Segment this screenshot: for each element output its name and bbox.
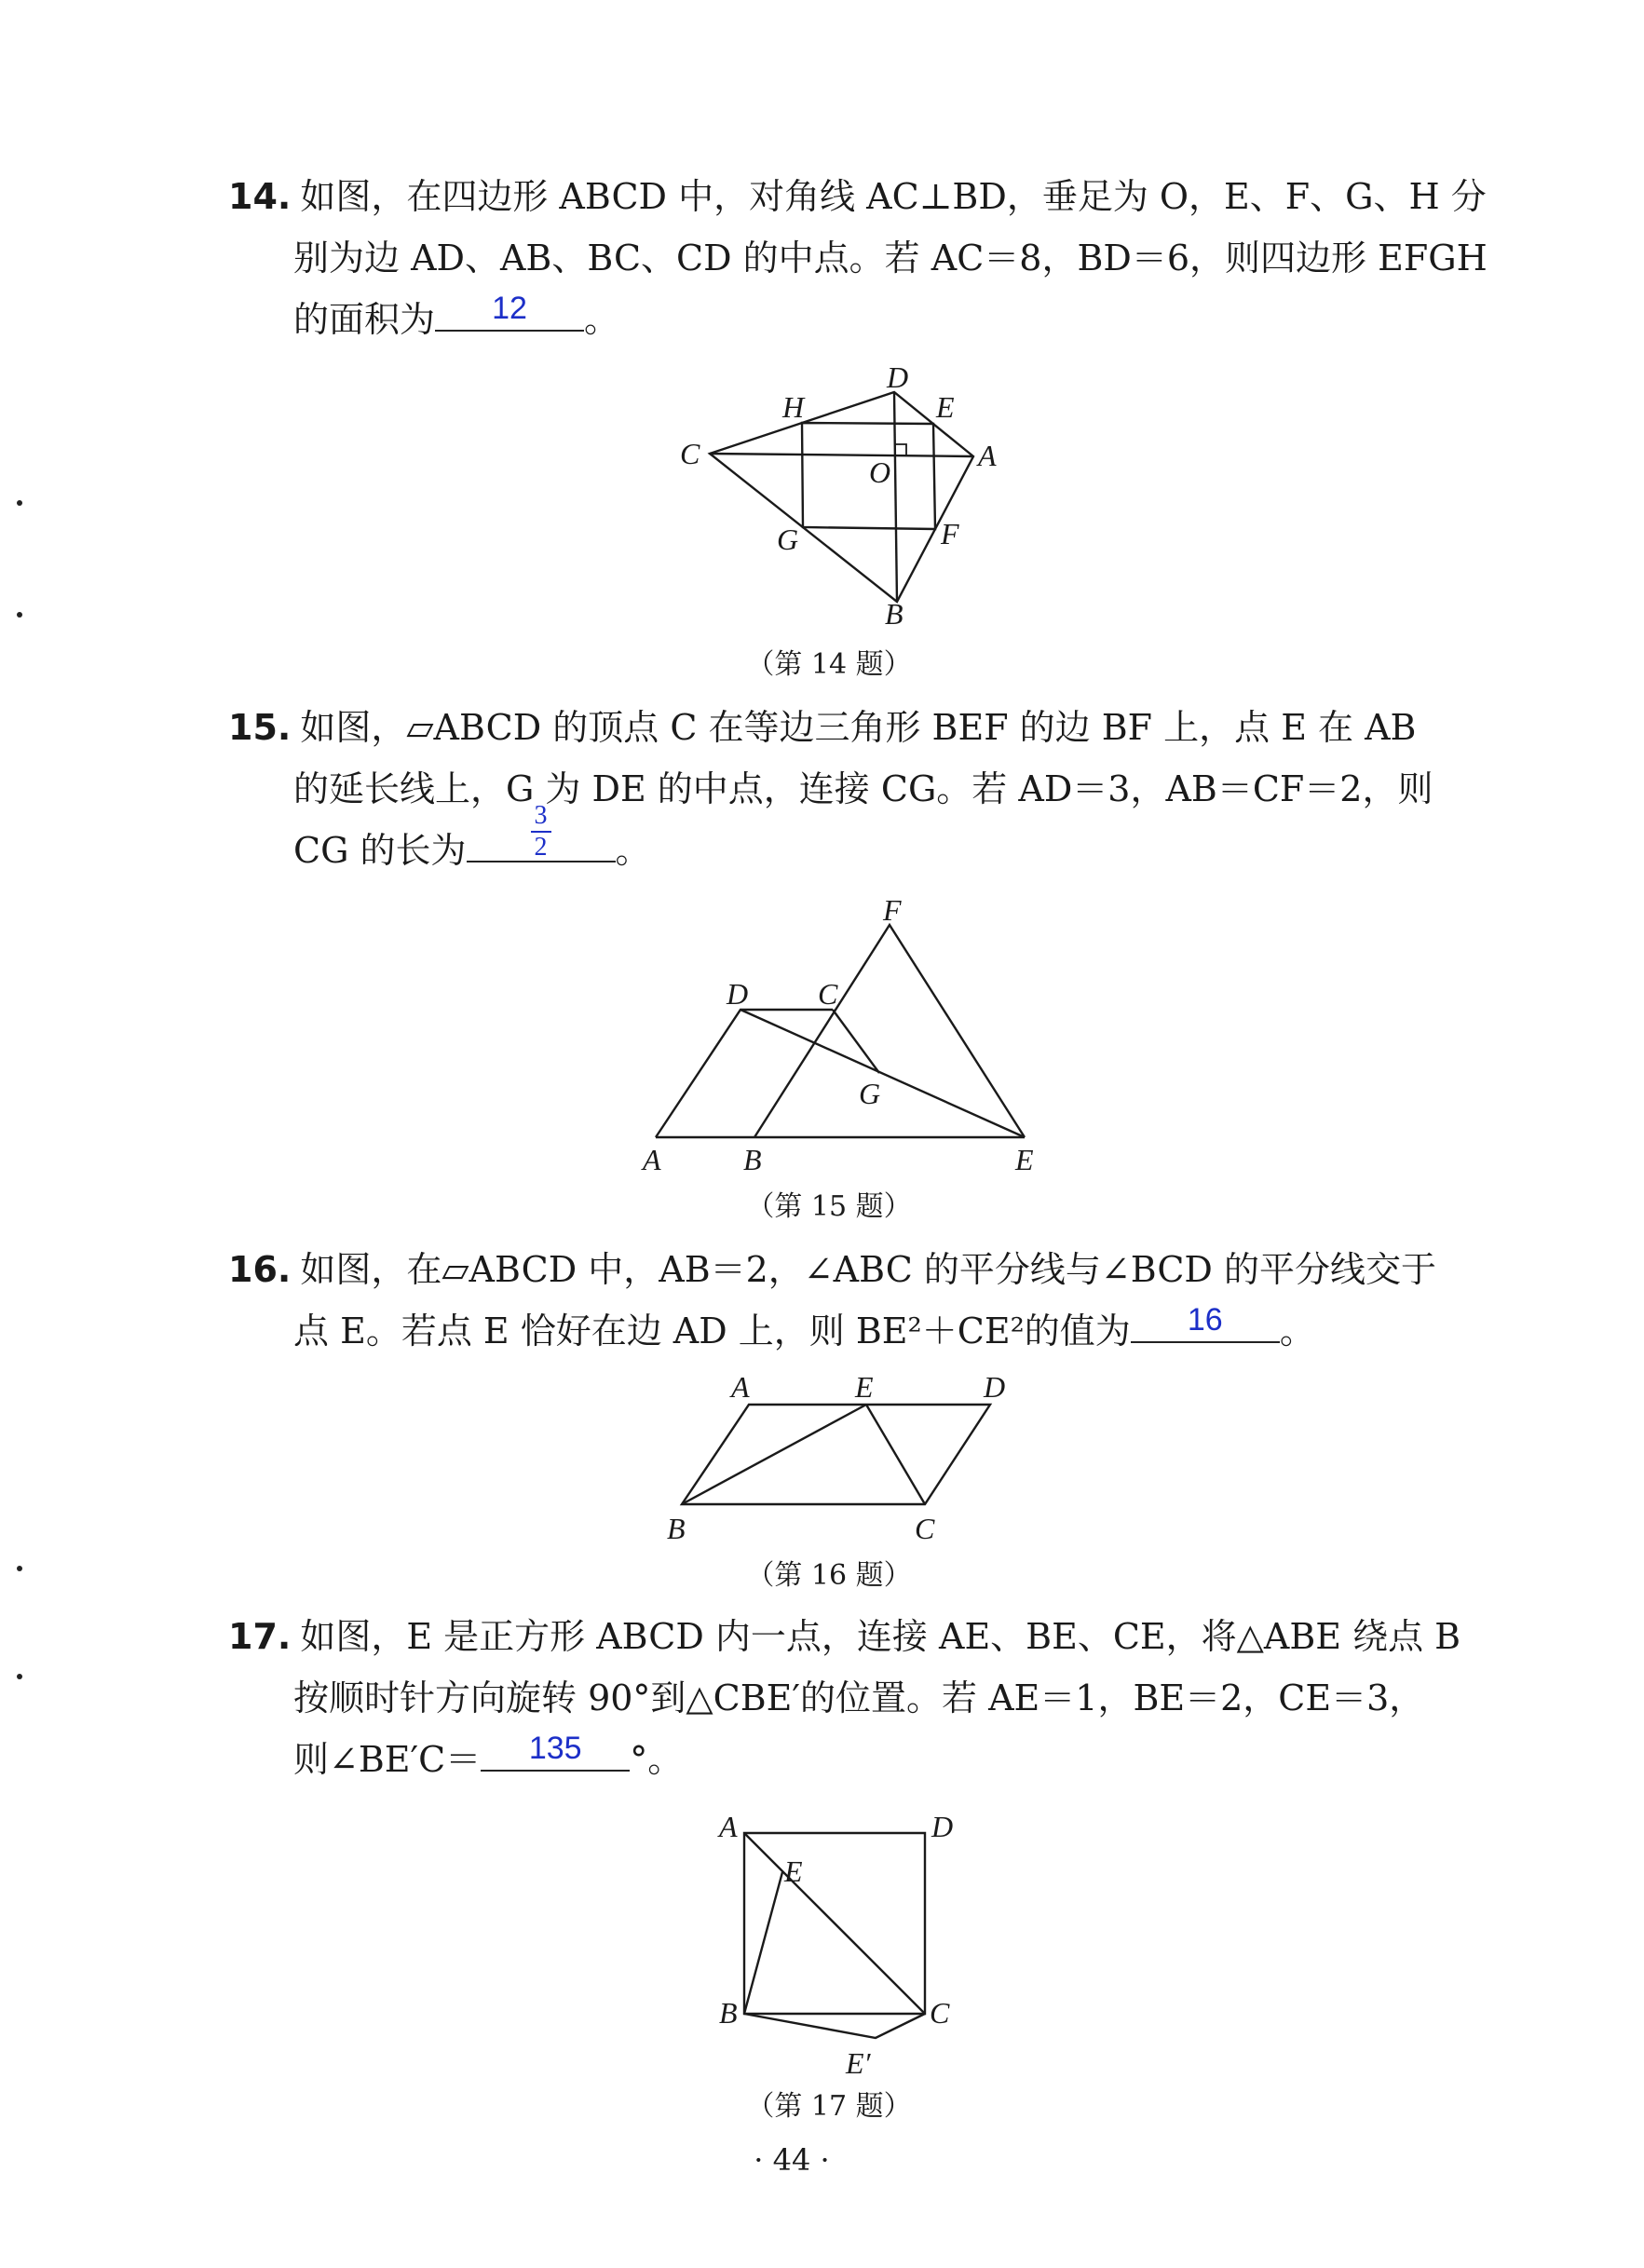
label-F: F bbox=[941, 517, 959, 550]
answer-value: 135 bbox=[528, 1731, 582, 1766]
problem-text: 如图，E 是正方形 ABCD 内一点，连接 AE、BE、CE，将△ABE 绕点 B bbox=[300, 1616, 1461, 1657]
label-B: B bbox=[885, 597, 904, 631]
answer-value: 12 bbox=[492, 291, 527, 326]
label-F: F bbox=[883, 893, 902, 927]
figure-16 bbox=[682, 1405, 990, 1504]
label-E: E bbox=[1015, 1143, 1034, 1176]
label-A: A bbox=[731, 1370, 750, 1404]
margin-dot bbox=[17, 1674, 22, 1679]
problem-14: 14. 如图，在四边形 ABCD 中，对角线 AC⊥BD，垂足为 O，E、F、G、H 分 别为边 AD、AB、BC、CD 的中点。若 AC＝8，BD＝6，则四边形 EFGH 的面积为 12 。 bbox=[228, 176, 1488, 340]
right-angle-mark bbox=[895, 444, 906, 455]
problem-text: 则∠BE′C＝ bbox=[293, 1739, 482, 1780]
label-D: D bbox=[984, 1370, 1006, 1404]
segments-BE2-E2C bbox=[744, 2014, 925, 2038]
figure-17 bbox=[744, 1833, 925, 2038]
label-C: C bbox=[930, 1996, 950, 2030]
label-H: H bbox=[782, 390, 805, 424]
caption-15: （第 15 题） bbox=[746, 1190, 912, 1223]
page-number: · 44 · bbox=[754, 2142, 830, 2178]
segments-BF-FE bbox=[754, 925, 1025, 1137]
label-A: A bbox=[978, 439, 997, 472]
problem-text: 点 E。若点 E 恰好在边 AD 上，则 BE²＋CE²的值为 bbox=[293, 1311, 1131, 1351]
problem-text: 如图，在▱ABCD 中，AB＝2，∠ABC 的平分线与∠BCD 的平分线交于 bbox=[300, 1249, 1436, 1290]
label-E: E bbox=[936, 390, 955, 424]
label-B: B bbox=[743, 1143, 762, 1176]
answer-fraction: 3 2 bbox=[467, 803, 616, 861]
label-B: B bbox=[667, 1512, 686, 1545]
segments-AD-DC bbox=[656, 1010, 833, 1137]
segment-AC-through-E bbox=[744, 1833, 925, 2014]
problem-number: 15. bbox=[228, 707, 292, 748]
figure-15 bbox=[656, 925, 1025, 1137]
caption-14: （第 14 题） bbox=[746, 648, 912, 681]
problem-number: 14. bbox=[228, 176, 292, 217]
problem-text: CG 的长为 bbox=[293, 830, 467, 871]
problem-number: 17. bbox=[228, 1616, 292, 1657]
label-A: A bbox=[643, 1143, 661, 1176]
problem-text: 如图，在四边形 ABCD 中，对角线 AC⊥BD，垂足为 O，E、F、G、H 分 bbox=[300, 176, 1487, 217]
label-D: D bbox=[727, 977, 749, 1011]
label-G: G bbox=[777, 523, 799, 556]
label-C: C bbox=[915, 1512, 935, 1545]
label-C: C bbox=[680, 437, 700, 470]
problem-15: 15. 如图，▱ABCD 的顶点 C 在等边三角形 BEF 的边 BF 上，点 E 在 AB 的延长线上，G 为 DE 的中点，连接 CG。若 AD＝3，AB＝CF＝2，则 CG 的长为 3 2 。 bbox=[228, 697, 1439, 881]
segment-BE bbox=[682, 1405, 866, 1504]
label-E: E bbox=[855, 1370, 874, 1404]
figure-14 bbox=[710, 392, 973, 602]
label-C: C bbox=[818, 977, 838, 1011]
label-O: O bbox=[869, 455, 891, 489]
problem-text: 按顺时针方向旋转 90°到△CBE′的位置。若 AE＝1，BE＝2，CE＝3， bbox=[293, 1677, 1425, 1718]
label-G: G bbox=[859, 1077, 881, 1110]
label-A: A bbox=[719, 1810, 738, 1843]
answer-value: 16 bbox=[1187, 1302, 1223, 1338]
problem-text: 的延长线上，G 为 DE 的中点，连接 CG。若 AD＝3，AB＝CF＝2，则 bbox=[293, 768, 1433, 809]
parallelogram-ABCD bbox=[682, 1405, 990, 1504]
segment-CG bbox=[833, 1010, 879, 1073]
margin-dot bbox=[17, 1566, 22, 1571]
caption-17: （第 17 题） bbox=[746, 2090, 912, 2123]
problem-17: 17. 如图，E 是正方形 ABCD 内一点，连接 AE、BE、CE，将△ABE 绕点 B 按顺时针方向旋转 90°到△CBE′的位置。若 AE＝1，BE＝2，CE＝3， 则∠BE′C＝ 135 °。 bbox=[228, 1616, 1461, 1780]
margin-dot bbox=[17, 612, 22, 618]
problem-text: 的面积为 bbox=[293, 299, 436, 340]
label-E: E bbox=[784, 1854, 803, 1888]
label-D: D bbox=[887, 360, 909, 394]
label-B: B bbox=[719, 1996, 738, 2030]
problem-16: 16. 如图，在▱ABCD 中，AB＝2，∠ABC 的平分线与∠BCD 的平分线交于 点 E。若点 E 恰好在边 AD 上，则 BE²＋CE²的值为 16 。 bbox=[228, 1249, 1436, 1351]
problem-text: 如图，▱ABCD 的顶点 C 在等边三角形 BEF 的边 BF 上，点 E 在 AB bbox=[300, 707, 1417, 748]
margin-dot bbox=[17, 500, 22, 506]
segment-BE bbox=[744, 1872, 782, 2014]
problem-text: 别为边 AD、AB、BC、CD 的中点。若 AC＝8，BD＝6，则四边形 EFGH bbox=[293, 238, 1488, 278]
segment-CE bbox=[866, 1405, 925, 1504]
label-D: D bbox=[931, 1810, 954, 1843]
problem-number: 16. bbox=[228, 1249, 292, 1290]
caption-16: （第 16 题） bbox=[746, 1559, 912, 1592]
segment-DE bbox=[740, 1010, 1025, 1137]
label-E-prime: E′ bbox=[846, 2046, 871, 2080]
